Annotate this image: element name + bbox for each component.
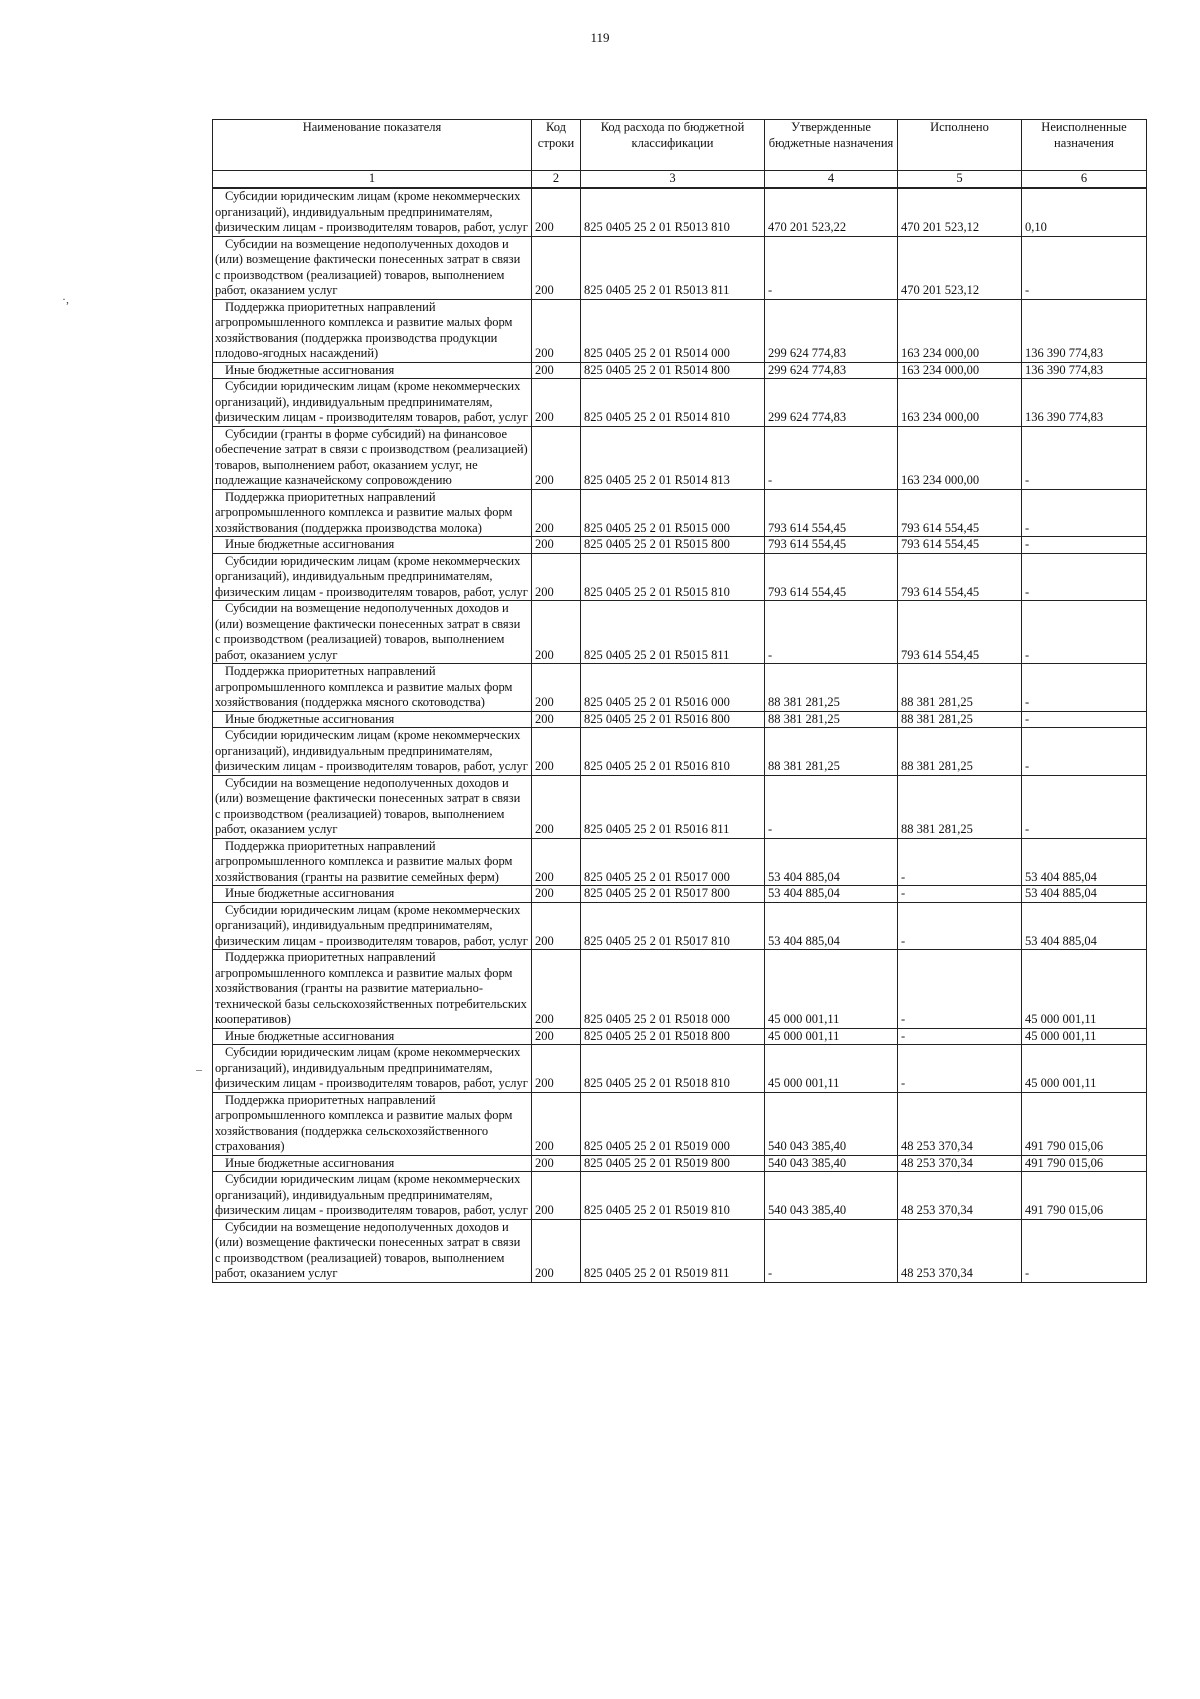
approved-amount-cell: 793 614 554,45 [765,553,898,601]
expense-code-cell: 825 0405 25 2 01 R5015 000 [581,489,765,537]
expense-code-cell: 825 0405 25 2 01 R5019 810 [581,1172,765,1220]
approved-amount-cell: 45 000 001,11 [765,1028,898,1045]
unexecuted-amount-cell: - [1022,664,1147,712]
scan-mark: ·, [62,292,69,306]
unexecuted-amount-cell: 45 000 001,11 [1022,950,1147,1029]
approved-amount-cell: 540 043 385,40 [765,1092,898,1155]
indicator-name-cell: Субсидии (гранты в форме субсидий) на финансовое обеспечение затрат в связи с производством (реализацией) товаров, выполнением работ, оказанием услуг, не подлежащие казначейскому сопровождению [213,426,532,489]
executed-amount-cell: - [898,838,1022,886]
table-body [213,188,1147,1282]
line-code-cell: 200 [532,299,581,362]
header-expense-code: Код расхода по бюджетной классификации [581,120,765,171]
line-code-cell: 200 [532,362,581,379]
expense-code-cell: 825 0405 25 2 01 R5013 811 [581,236,765,299]
approved-amount-cell: 45 000 001,11 [765,1045,898,1093]
table-row [213,950,1147,1029]
approved-amount-cell: 299 624 774,83 [765,362,898,379]
header-unexecuted: Неисполненные назначения [1022,120,1147,171]
approved-amount-cell: 793 614 554,45 [765,537,898,554]
line-code-cell: 200 [532,1172,581,1220]
unexecuted-amount-cell: - [1022,537,1147,554]
expense-code-cell: 825 0405 25 2 01 R5014 000 [581,299,765,362]
executed-amount-cell: 88 381 281,25 [898,728,1022,776]
page-number: 119 [590,30,610,45]
approved-amount-cell: - [765,601,898,664]
executed-amount-cell: - [898,1028,1022,1045]
line-code-cell: 200 [532,236,581,299]
executed-amount-cell: 48 253 370,34 [898,1092,1022,1155]
unexecuted-amount-cell: - [1022,1219,1147,1282]
indicator-name-cell: Поддержка приоритетных направлений агропромышленного комплекса и развитие малых форм хозяйствования (гранты на развитие материально-технической базы сельскохозяйственных потребительских кооперативов) [213,950,532,1029]
executed-amount-cell: 88 381 281,25 [898,711,1022,728]
column-number: 1 [213,171,532,189]
line-code-cell: 200 [532,728,581,776]
approved-amount-cell: - [765,1219,898,1282]
approved-amount-cell: 470 201 523,22 [765,188,898,236]
column-number-row [213,171,1147,189]
indicator-name-cell: Поддержка приоритетных направлений агропромышленного комплекса и развитие малых форм хозяйствования (гранты на развитие семейных ферм) [213,838,532,886]
executed-amount-cell: 163 234 000,00 [898,362,1022,379]
approved-amount-cell: 45 000 001,11 [765,950,898,1029]
table-row [213,902,1147,950]
approved-amount-cell: - [765,236,898,299]
indicator-name-cell: Иные бюджетные ассигнования [213,886,532,903]
executed-amount-cell: - [898,886,1022,903]
expense-code-cell: 825 0405 25 2 01 R5016 811 [581,775,765,838]
line-code-cell: 200 [532,838,581,886]
table-row [213,1172,1147,1220]
unexecuted-amount-cell: 136 390 774,83 [1022,362,1147,379]
executed-amount-cell: 793 614 554,45 [898,553,1022,601]
unexecuted-amount-cell: 136 390 774,83 [1022,299,1147,362]
unexecuted-amount-cell: - [1022,728,1147,776]
executed-amount-cell: - [898,950,1022,1029]
executed-amount-cell: 88 381 281,25 [898,664,1022,712]
table-row [213,489,1147,537]
indicator-name-cell: Субсидии юридическим лицам (кроме некоммерческих организаций), индивидуальным предпринимателям, физическим лицам - производителям товаров, работ, услуг [213,379,532,427]
line-code-cell: 200 [532,775,581,838]
header-approved: Утвержденные бюджетные назначения [765,120,898,171]
expense-code-cell: 825 0405 25 2 01 R5017 800 [581,886,765,903]
executed-amount-cell: 48 253 370,34 [898,1219,1022,1282]
expense-code-cell: 825 0405 25 2 01 R5017 810 [581,902,765,950]
line-code-cell: 200 [532,379,581,427]
executed-amount-cell: 48 253 370,34 [898,1155,1022,1172]
executed-amount-cell: 48 253 370,34 [898,1172,1022,1220]
approved-amount-cell: 540 043 385,40 [765,1172,898,1220]
indicator-name-cell: Поддержка приоритетных направлений агропромышленного комплекса и развитие малых форм хозяйствования (поддержка производства продукции плодово-ягодных насаждений) [213,299,532,362]
approved-amount-cell: 53 404 885,04 [765,902,898,950]
scan-mark: – [196,1062,202,1076]
executed-amount-cell: 163 234 000,00 [898,379,1022,427]
executed-amount-cell: 470 201 523,12 [898,236,1022,299]
table-row [213,537,1147,554]
expense-code-cell: 825 0405 25 2 01 R5019 800 [581,1155,765,1172]
table-row [213,601,1147,664]
indicator-name-cell: Субсидии на возмещение недополученных доходов и (или) возмещение фактически понесенных затрат в связи с производством (реализацией) товаров, выполнением работ, оказанием услуг [213,601,532,664]
table-row [213,711,1147,728]
line-code-cell: 200 [532,950,581,1029]
line-code-cell: 200 [532,489,581,537]
unexecuted-amount-cell: - [1022,236,1147,299]
expense-code-cell: 825 0405 25 2 01 R5016 810 [581,728,765,776]
executed-amount-cell: 163 234 000,00 [898,299,1022,362]
indicator-name-cell: Поддержка приоритетных направлений агропромышленного комплекса и развитие малых форм хозяйствования (поддержка производства молока) [213,489,532,537]
line-code-cell: 200 [532,664,581,712]
executed-amount-cell: - [898,1045,1022,1093]
unexecuted-amount-cell: - [1022,601,1147,664]
indicator-name-cell: Поддержка приоритетных направлений агропромышленного комплекса и развитие малых форм хозяйствования (поддержка сельскохозяйственного страхования) [213,1092,532,1155]
table-row [213,426,1147,489]
indicator-name-cell: Иные бюджетные ассигнования [213,1155,532,1172]
table-row [213,838,1147,886]
indicator-name-cell: Субсидии на возмещение недополученных доходов и (или) возмещение фактически понесенных затрат в связи с производством (реализацией) товаров, выполнением работ, оказанием услуг [213,1219,532,1282]
expense-code-cell: 825 0405 25 2 01 R5014 810 [581,379,765,427]
table-row [213,188,1147,236]
unexecuted-amount-cell: - [1022,553,1147,601]
unexecuted-amount-cell: - [1022,711,1147,728]
indicator-name-cell: Субсидии юридическим лицам (кроме некоммерческих организаций), индивидуальным предпринимателям, физическим лицам - производителям товаров, работ, услуг [213,728,532,776]
expense-code-cell: 825 0405 25 2 01 R5014 813 [581,426,765,489]
table-row [213,379,1147,427]
line-code-cell: 200 [532,1045,581,1093]
indicator-name-cell: Субсидии юридическим лицам (кроме некоммерческих организаций), индивидуальным предпринимателям, физическим лицам - производителям товаров, работ, услуг [213,902,532,950]
unexecuted-amount-cell: 491 790 015,06 [1022,1172,1147,1220]
header-executed: Исполнено [898,120,1022,171]
line-code-cell: 200 [532,886,581,903]
unexecuted-amount-cell: 45 000 001,11 [1022,1028,1147,1045]
approved-amount-cell: 299 624 774,83 [765,299,898,362]
indicator-name-cell: Иные бюджетные ассигнования [213,1028,532,1045]
approved-amount-cell: 540 043 385,40 [765,1155,898,1172]
indicator-name-cell: Субсидии юридическим лицам (кроме некоммерческих организаций), индивидуальным предпринимателям, физическим лицам - производителям товаров, работ, услуг [213,1172,532,1220]
column-number: 5 [898,171,1022,189]
executed-amount-cell: - [898,902,1022,950]
header-indicator-name: Наименование показателя [213,120,532,171]
line-code-cell: 200 [532,1155,581,1172]
indicator-name-cell: Поддержка приоритетных направлений агропромышленного комплекса и развитие малых форм хозяйствования (поддержка мясного скотоводства) [213,664,532,712]
indicator-name-cell: Иные бюджетные ассигнования [213,537,532,554]
table-row [213,775,1147,838]
table-row [213,362,1147,379]
expense-code-cell: 825 0405 25 2 01 R5014 800 [581,362,765,379]
approved-amount-cell: 793 614 554,45 [765,489,898,537]
expense-code-cell: 825 0405 25 2 01 R5013 810 [581,188,765,236]
table-row [213,1092,1147,1155]
unexecuted-amount-cell: - [1022,426,1147,489]
indicator-name-cell: Субсидии юридическим лицам (кроме некоммерческих организаций), индивидуальным предпринимателям, физическим лицам - производителям товаров, работ, услуг [213,188,532,236]
executed-amount-cell: 793 614 554,45 [898,489,1022,537]
indicator-name-cell: Иные бюджетные ассигнования [213,362,532,379]
expense-code-cell: 825 0405 25 2 01 R5016 800 [581,711,765,728]
line-code-cell: 200 [532,601,581,664]
table-row [213,553,1147,601]
table-row [213,1155,1147,1172]
expense-code-cell: 825 0405 25 2 01 R5018 800 [581,1028,765,1045]
unexecuted-amount-cell: 53 404 885,04 [1022,838,1147,886]
unexecuted-amount-cell: 0,10 [1022,188,1147,236]
expense-code-cell: 825 0405 25 2 01 R5016 000 [581,664,765,712]
table-row [213,664,1147,712]
unexecuted-amount-cell: 53 404 885,04 [1022,902,1147,950]
approved-amount-cell: - [765,775,898,838]
expense-code-cell: 825 0405 25 2 01 R5019 811 [581,1219,765,1282]
line-code-cell: 200 [532,1219,581,1282]
expense-code-cell: 825 0405 25 2 01 R5015 800 [581,537,765,554]
unexecuted-amount-cell: 491 790 015,06 [1022,1092,1147,1155]
approved-amount-cell: 53 404 885,04 [765,838,898,886]
indicator-name-cell: Субсидии на возмещение недополученных доходов и (или) возмещение фактически понесенных затрат в связи с производством (реализацией) товаров, выполнением работ, оказанием услуг [213,775,532,838]
line-code-cell: 200 [532,537,581,554]
unexecuted-amount-cell: 491 790 015,06 [1022,1155,1147,1172]
expense-code-cell: 825 0405 25 2 01 R5018 810 [581,1045,765,1093]
unexecuted-amount-cell: - [1022,489,1147,537]
unexecuted-amount-cell: 136 390 774,83 [1022,379,1147,427]
expense-code-cell: 825 0405 25 2 01 R5015 811 [581,601,765,664]
table-row [213,1028,1147,1045]
column-number: 4 [765,171,898,189]
table-row [213,886,1147,903]
table-row [213,1045,1147,1093]
expense-code-cell: 825 0405 25 2 01 R5015 810 [581,553,765,601]
table-row [213,236,1147,299]
unexecuted-amount-cell: 45 000 001,11 [1022,1045,1147,1093]
indicator-name-cell: Субсидии юридическим лицам (кроме некоммерческих организаций), индивидуальным предпринимателям, физическим лицам - производителям товаров, работ, услуг [213,1045,532,1093]
line-code-cell: 200 [532,1028,581,1045]
approved-amount-cell: 88 381 281,25 [765,711,898,728]
approved-amount-cell: 88 381 281,25 [765,728,898,776]
column-number: 2 [532,171,581,189]
column-number: 3 [581,171,765,189]
line-code-cell: 200 [532,188,581,236]
executed-amount-cell: 163 234 000,00 [898,426,1022,489]
budget-execution-table [212,119,1147,1283]
line-code-cell: 200 [532,711,581,728]
executed-amount-cell: 88 381 281,25 [898,775,1022,838]
approved-amount-cell: 53 404 885,04 [765,886,898,903]
line-code-cell: 200 [532,426,581,489]
expense-code-cell: 825 0405 25 2 01 R5017 000 [581,838,765,886]
table-row [213,299,1147,362]
table-row [213,1219,1147,1282]
unexecuted-amount-cell: 53 404 885,04 [1022,886,1147,903]
executed-amount-cell: 470 201 523,12 [898,188,1022,236]
indicator-name-cell: Субсидии на возмещение недополученных доходов и (или) возмещение фактически понесенных затрат в связи с производством (реализацией) товаров, выполнением работ, оказанием услуг [213,236,532,299]
line-code-cell: 200 [532,1092,581,1155]
header-row [213,120,1147,171]
expense-code-cell: 825 0405 25 2 01 R5019 000 [581,1092,765,1155]
header-line-code: Код строки [532,120,581,171]
unexecuted-amount-cell: - [1022,775,1147,838]
indicator-name-cell: Субсидии юридическим лицам (кроме некоммерческих организаций), индивидуальным предпринимателям, физическим лицам - производителям товаров, работ, услуг [213,553,532,601]
executed-amount-cell: 793 614 554,45 [898,537,1022,554]
indicator-name-cell: Иные бюджетные ассигнования [213,711,532,728]
approved-amount-cell: 88 381 281,25 [765,664,898,712]
approved-amount-cell: 299 624 774,83 [765,379,898,427]
table-row [213,728,1147,776]
line-code-cell: 200 [532,902,581,950]
line-code-cell: 200 [532,553,581,601]
executed-amount-cell: 793 614 554,45 [898,601,1022,664]
approved-amount-cell: - [765,426,898,489]
expense-code-cell: 825 0405 25 2 01 R5018 000 [581,950,765,1029]
column-number: 6 [1022,171,1147,189]
